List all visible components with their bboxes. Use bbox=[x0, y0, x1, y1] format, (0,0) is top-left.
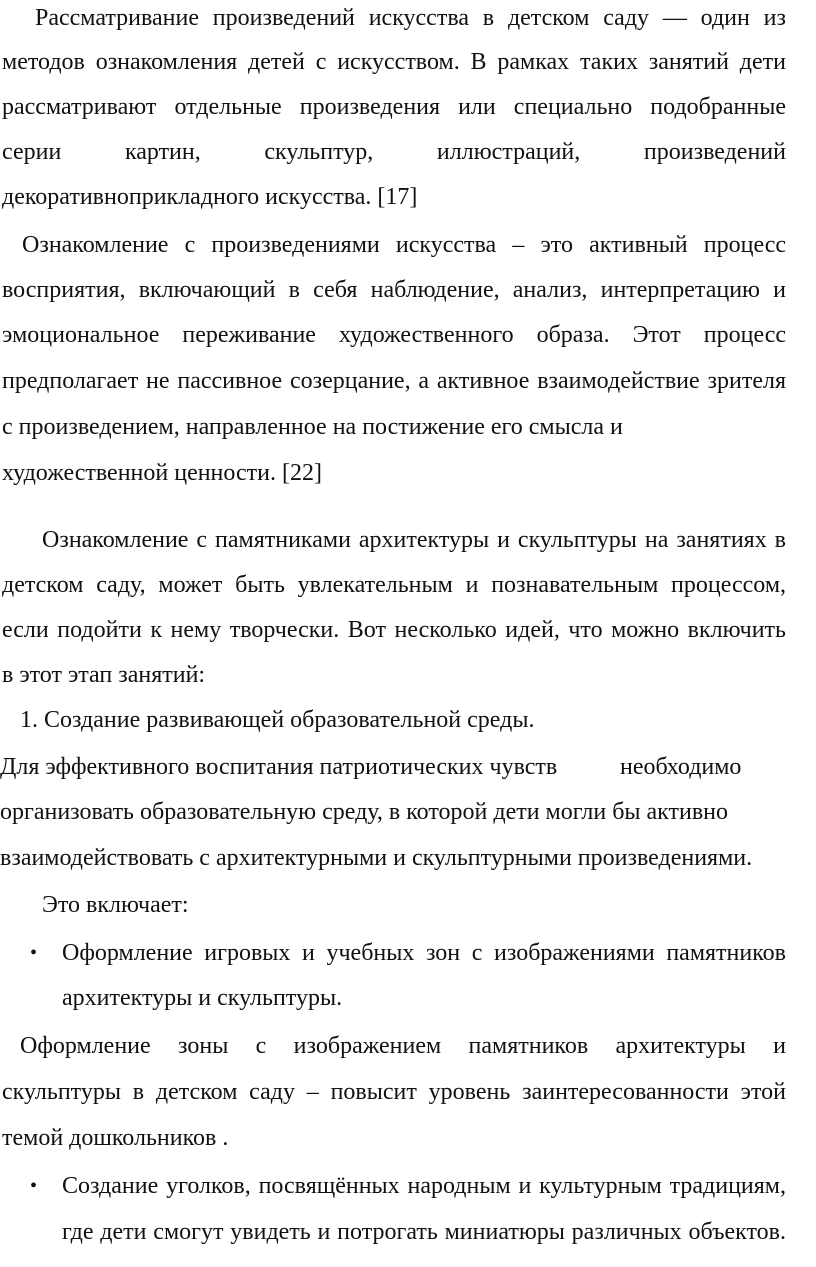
text-line: серии картин, скульптур, иллюстраций, произведений bbox=[2, 139, 786, 165]
text-line: необходимо bbox=[620, 754, 742, 780]
text-line: предполагает не пассивное созерцание, а активное взаимодействие зрителя bbox=[2, 368, 786, 394]
text-line: методов ознакомления детей с искусством. В рамках таких занятий дети bbox=[2, 49, 786, 75]
text-line: взаимодействовать с архитектурными и скульптурными произведениями. bbox=[0, 845, 753, 871]
text-line: Оформление игровых и учебных зон с изображениями памятников bbox=[62, 940, 786, 966]
text-line: Ознакомление с памятниками архитектуры и скульптуры на занятиях в bbox=[42, 527, 786, 553]
text-line: Для эффективного воспитания патриотических чувств bbox=[0, 754, 558, 780]
text-line: архитектуры и скульптуры. bbox=[62, 985, 343, 1011]
text-line: восприятия, включающий в себя наблюдение, анализ, интерпретацию и bbox=[2, 277, 786, 303]
text-line: Это включает: bbox=[42, 892, 189, 918]
text-line: детском саду, может быть увлекательным и познавательным процессом, bbox=[2, 572, 786, 598]
text-line: декоративноприкладного искусства. [17] bbox=[2, 184, 418, 210]
text-line: скульптуры в детском саду – повысит уровень заинтересованности этой bbox=[2, 1079, 786, 1105]
bullet-icon: • bbox=[30, 942, 38, 964]
text-line: если подойти к нему творчески. Вот несколько идей, что можно включить bbox=[2, 617, 786, 643]
text-line: Рассматривание произведений искусства в детском саду — один из bbox=[35, 5, 786, 31]
bullet-icon: • bbox=[30, 1175, 38, 1197]
text-line: организовать образовательную среду, в которой дети могли бы активно bbox=[0, 799, 729, 825]
text-line: с произведением, направленное на постижение его смысла и bbox=[2, 414, 623, 440]
text-line: рассматривают отдельные произведения или специально подобранные bbox=[2, 94, 786, 120]
text-line: эмоциональное переживание художественного образа. Этот процесс bbox=[2, 322, 786, 348]
text-line: Оформление зоны с изображением памятников архитектуры и bbox=[20, 1033, 786, 1059]
text-line: 1. Создание развивающей образовательной среды. bbox=[20, 707, 535, 733]
text-line: темой дошкольников . bbox=[2, 1125, 229, 1151]
text-line: художественной ценности. [22] bbox=[2, 460, 322, 486]
text-line: Создание уголков, посвящённых народным и культурным традициям, bbox=[62, 1173, 786, 1199]
text-line: где дети смогут увидеть и потрогать миниатюры различных объектов. bbox=[62, 1219, 786, 1245]
text-line: в этот этап занятий: bbox=[2, 662, 206, 688]
text-line: Ознакомление с произведениями искусства – это активный процесс bbox=[22, 232, 786, 258]
